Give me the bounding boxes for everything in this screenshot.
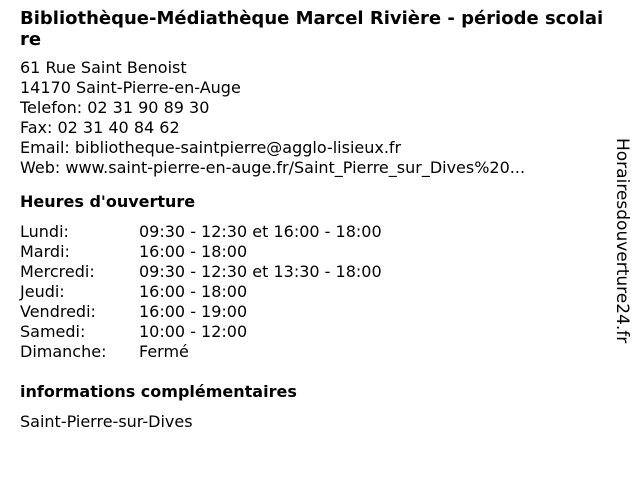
day-label: Dimanche:	[20, 342, 107, 361]
email-address: Email: bibliotheque-saintpierre@agglo-lisieux.fr	[20, 138, 402, 157]
day-label: Mercredi:	[20, 262, 95, 281]
table-row	[20, 322, 382, 342]
info-heading: informations complémentaires	[20, 382, 297, 401]
location-card	[20, 8, 612, 432]
day-label: Lundi:	[20, 222, 69, 241]
phone-number: Telefon: 02 31 90 89 30	[20, 98, 210, 117]
table-row	[20, 282, 382, 302]
hours-value: 16:00 - 18:00	[139, 282, 248, 301]
hours-value: 16:00 - 18:00	[139, 242, 248, 261]
table-row	[20, 222, 382, 242]
website-url: Web: www.saint-pierre-en-auge.fr/Saint_Pierre_sur_Dives%20...	[20, 158, 526, 177]
day-label: Mardi:	[20, 242, 70, 261]
hours-value: 16:00 - 19:00	[139, 302, 248, 321]
site-watermark	[610, 136, 634, 346]
watermark-text: Horairesdouverture24.fr	[612, 138, 632, 344]
table-row	[20, 342, 382, 362]
hours-value: 09:30 - 12:30 et 16:00 - 18:00	[139, 222, 382, 241]
hours-value: 09:30 - 12:30 et 13:30 - 18:00	[139, 262, 382, 281]
postal-city: 14170 Saint-Pierre-en-Auge	[20, 78, 241, 97]
hours-value: Fermé	[139, 342, 189, 361]
day-label: Jeudi:	[20, 282, 65, 301]
info-text: Saint-Pierre-sur-Dives	[20, 412, 193, 431]
street-address: 61 Rue Saint Benoist	[20, 58, 187, 77]
hours-value: 10:00 - 12:00	[139, 322, 248, 341]
table-row	[20, 302, 382, 322]
fax-number: Fax: 02 31 40 84 62	[20, 118, 180, 137]
table-row	[20, 242, 382, 262]
day-label: Samedi:	[20, 322, 86, 341]
table-row	[20, 262, 382, 282]
address-block	[20, 58, 612, 178]
page-title: Bibliothèque-Médiathèque Marcel Rivière - période scolaire	[20, 8, 604, 50]
hours-heading: Heures d'ouverture	[20, 192, 196, 211]
day-label: Vendredi:	[20, 302, 96, 321]
opening-hours-table	[20, 222, 382, 362]
